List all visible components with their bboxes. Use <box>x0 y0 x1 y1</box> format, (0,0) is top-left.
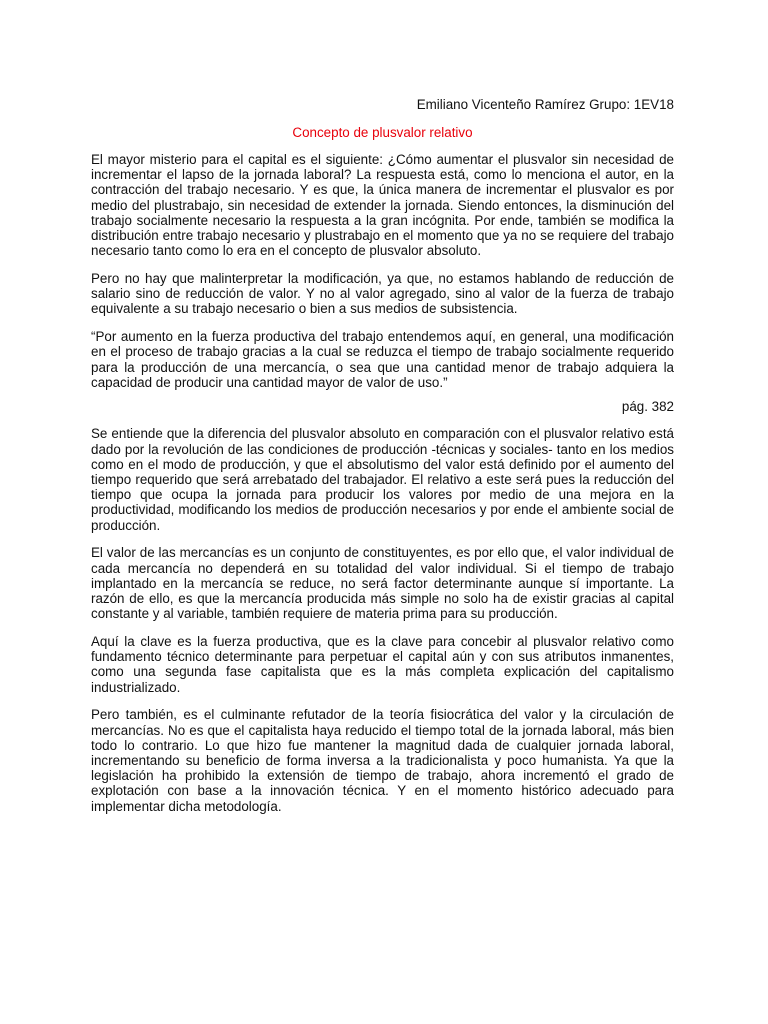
paragraph-2: Pero no hay que malinterpretar la modificación, ya que, no estamos hablando de reducción de salario sino de reducción de valor. Y no al valor agregado, sino al valor de la fuerza de trabajo equivalente a su trabajo necesario o bien a sus medios de subsistencia. <box>91 271 674 317</box>
page-citation: pág. 382 <box>621 398 674 414</box>
author-line: Emiliano Vicenteño Ramírez Grupo: 1EV18 <box>416 97 674 112</box>
paragraph-4: Se entiende que la diferencia del plusvalor absoluto en comparación con el plusvalor relativo está dado por la revolución de las condiciones de producción -técnicas y sociales- tanto en los medios como en el modo de producción, y que el absolutismo del valor está definido por el aumento del tiempo requerido que será arrebatado del trabajador. El relativo a este será pues la reducción del tiempo que ocupa la jornada para producir los valores por medio de una mejora en la productividad, modificando los medios de producción necesarios y por ende el ambiente social de producción. <box>91 426 674 533</box>
paragraph-6: Aquí la clave es la fuerza productiva, que es la clave para concebir al plusvalor relativo como fundamento técnico determinante para perpetuar el capital aún y con sus atributos inmanentes, como una segunda fase capitalista que es la más completa explicación del capitalismo industrializado. <box>91 633 674 695</box>
document-page <box>91 96 674 826</box>
paragraph-7: Pero también, es el culminante refutador de la teoría fisiocrática del valor y la circulación de mercancías. No es que el capitalista haya reducido el tiempo total de la jornada laboral, más bien todo lo contrario. Lo que hizo fue mantener la magnitud dada de cualquier jornada laboral, incrementando su beneficio de forma inversa a la tradicionalista y poco humanista. Ya que la legislación ha prohibido la extensión de tiempo de trabajo, ahora incrementó el grado de explotación con base a la innovación técnica. Y en el momento histórico adecuado para implementar dicha metodología. <box>91 707 674 814</box>
document-title: Concepto de plusvalor relativo <box>292 125 473 140</box>
paragraph-1: El mayor misterio para el capital es el siguiente: ¿Cómo aumentar el plusvalor sin necesidad de incrementar el lapso de la jornada laboral? La respuesta está, como lo menciona el autor, en la contracción del trabajo necesario. Y es que, la única manera de incrementar el plusvalor es por medio del plustrabajo, sin necesidad de extender la jornada. Siendo entonces, la disminución del trabajo socialmente necesario la respuesta a la gran incógnita. Por ende, también se modifica la distribución entre trabajo necesario y plustrabajo en el momento que ya no se requiere del trabajo necesario tanto como lo era en el concepto de plusvalor absoluto. <box>91 152 674 259</box>
quote-paragraph: “Por aumento en la fuerza productiva del trabajo entendemos aquí, en general, una modificación en el proceso de trabajo gracias a la cual se reduzca el tiempo de trabajo socialmente requerido para la producción de una mercancía, o sea que una cantidad menor de trabajo adquiera la capacidad de producir una cantidad mayor de valor de uso.” <box>91 329 674 390</box>
paragraph-5: El valor de las mercancías es un conjunto de constituyentes, es por ello que, el valor individual de cada mercancía no dependerá en su totalidad del valor individual. Si el tiempo de trabajo implantado en la mercancía se reduce, no será factor determinante aunque sí importante. La razón de ello, es que la mercancía producida más simple no solo ha de existir gracias al capital constante y al variable, también requiere de materia prima para su producción. <box>91 545 674 622</box>
